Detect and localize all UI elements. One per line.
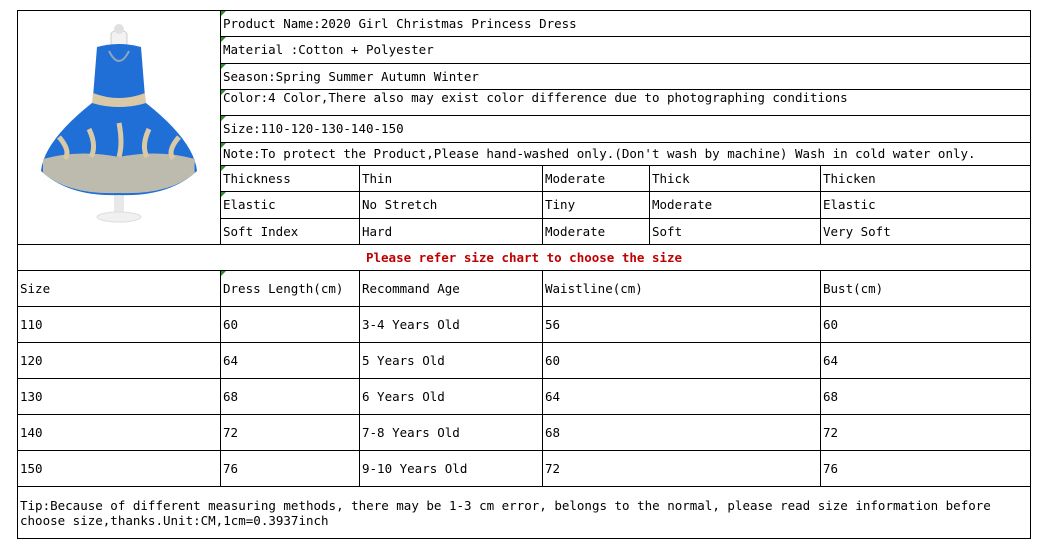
attribute-name: Thickness [221,165,360,191]
measurement-tip: Tip:Because of different measuring methods, there may be 1-3 cm error, belongs to the normal, please read size information before choose size,thanks.Unit:CM,1cm=0.3937inch [18,487,1031,539]
attribute-value: Thicken [821,165,1031,191]
size-chart-header: Recommand Age [360,271,543,307]
size-range: Size:110-120-130-140-150 [221,116,1031,142]
size-chart-cell: 5 Years Old [360,343,543,379]
attribute-value: Thin [360,165,543,191]
size-chart-cell: 68 [543,415,821,451]
attribute-value: Elastic [821,192,1031,218]
size-chart-header: Dress Length(cm) [221,271,360,307]
size-chart-cell: 64 [821,343,1031,379]
size-chart-cell: 76 [821,451,1031,487]
size-chart-cell: 150 [18,451,221,487]
size-chart-cell: 60 [543,343,821,379]
attribute-value: Hard [360,218,543,244]
dress-product-image [19,11,219,241]
size-chart-cell: 3-4 Years Old [360,307,543,343]
attribute-name: Soft Index [221,218,360,244]
size-chart-cell: 6 Years Old [360,379,543,415]
size-chart-cell: 140 [18,415,221,451]
size-chart-header: Size [18,271,221,307]
attribute-value: Tiny [543,192,650,218]
product-name: Product Name:2020 Girl Christmas Princess Dress [221,11,1031,37]
attribute-value: Very Soft [821,218,1031,244]
attribute-value: Thick [650,165,821,191]
size-chart-cell: 76 [221,451,360,487]
size-chart-cell: 120 [18,343,221,379]
size-chart-cell: 72 [543,451,821,487]
size-chart-cell: 72 [821,415,1031,451]
attribute-value: No Stretch [360,192,543,218]
size-chart-cell: 68 [221,379,360,415]
material: Material :Cotton + Polyester [221,37,1031,63]
product-image-cell [18,11,221,245]
season: Season:Spring Summer Autumn Winter [221,63,1031,89]
size-chart-cell: 64 [221,343,360,379]
size-chart-notice: Please refer size chart to choose the size [18,245,1031,271]
attribute-value: Soft [650,218,821,244]
size-chart-cell: 72 [221,415,360,451]
size-chart-cell: 9-10 Years Old [360,451,543,487]
size-chart-cell: 68 [821,379,1031,415]
product-spec-table [17,10,1031,539]
size-chart-cell: 56 [543,307,821,343]
size-chart-cell: 64 [543,379,821,415]
attribute-value: Moderate [543,218,650,244]
size-chart-cell: 7-8 Years Old [360,415,543,451]
attribute-value: Moderate [650,192,821,218]
size-chart-cell: 60 [221,307,360,343]
size-chart-cell: 130 [18,379,221,415]
size-chart-header: Bust(cm) [821,271,1031,307]
color: Color:4 Color,There also may exist color difference due to photographing conditions [221,89,1031,115]
attribute-name: Elastic [221,192,360,218]
care-note: Note:To protect the Product,Please hand-washed only.(Don't wash by machine) Wash in cold water only. [221,142,1031,165]
size-chart-cell: 110 [18,307,221,343]
attribute-value: Moderate [543,165,650,191]
size-chart-cell: 60 [821,307,1031,343]
size-chart-header: Waistline(cm) [543,271,821,307]
